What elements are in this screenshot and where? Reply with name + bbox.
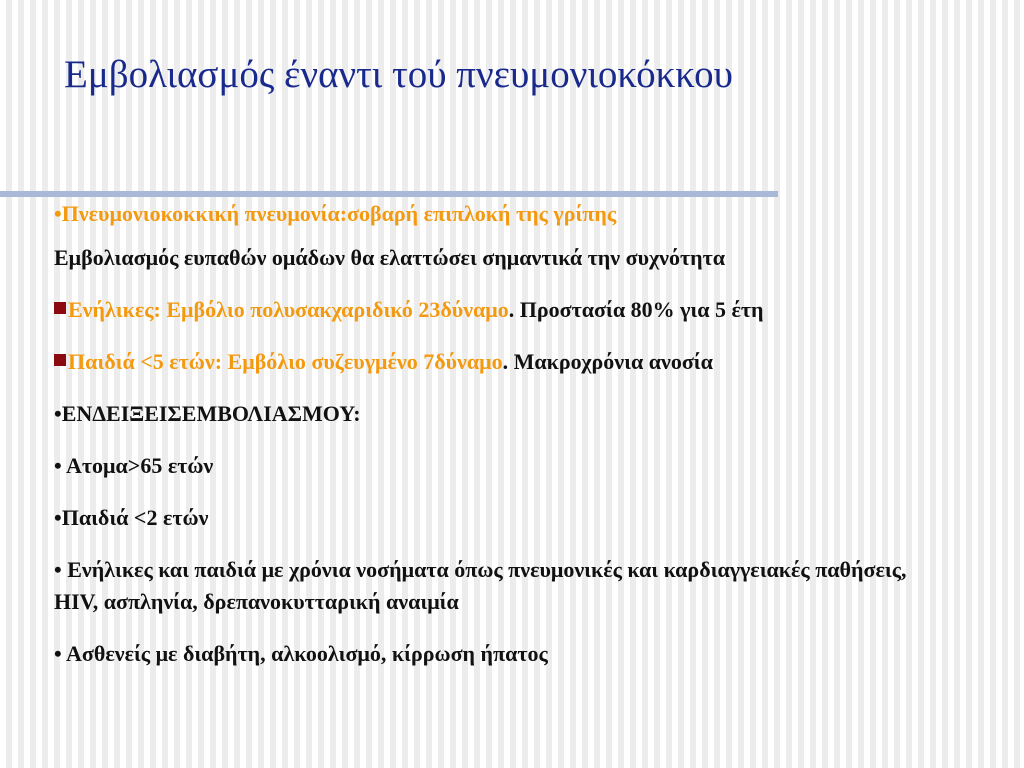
bullet-children [54, 346, 954, 378]
indications-heading: ΕΝΔΕΙΞΕΙΣΕΜΒΟΛΙΑΣΜΟΥ: [61, 401, 361, 426]
bullet-dot: • [54, 505, 62, 530]
bullet-dot: • [54, 641, 66, 666]
bullet-dot: • [54, 201, 62, 226]
bullet-dot: • [54, 453, 66, 478]
square-bullet-icon [54, 302, 66, 314]
pneumonia-highlight: Πνευμονιοκοκκική πνευμονία:σοβαρή επιπλοκή της γρίπης [61, 201, 617, 226]
adults-highlight: Ενήλικες: Εμβόλιο πολυσακχαριδικό 23δύναμο [68, 297, 509, 322]
slide-body [54, 198, 954, 690]
bullet-elderly [54, 450, 954, 482]
young-children-text: Παιδιά <2 ετών [61, 505, 209, 530]
bullet-dot: • [54, 401, 62, 426]
diabetes-text: Ασθενείς με διαβήτη, αλκοολισμό, κίρρωση ήπατος [66, 641, 548, 666]
vaccination-statement [54, 242, 954, 274]
bullet-dot: • [54, 557, 68, 582]
bullet-chronic [54, 554, 954, 618]
bullet-diabetes [54, 638, 954, 670]
title-divider [0, 191, 778, 197]
bullet-pneumonia [54, 198, 954, 230]
bullet-indications [54, 398, 954, 430]
elderly-text: Ατομα>65 ετών [66, 453, 214, 478]
children-highlight: Παιδιά <5 ετών: Εμβόλιο συζευγμένο 7δύναμο [68, 349, 503, 374]
bullet-young-children [54, 502, 954, 534]
square-bullet-icon [54, 354, 66, 366]
chronic-text: Ενήλικες και παιδιά με χρόνια νοσήματα όπως πνευμονικές και καρδιαγγειακές παθήσεις, HIV, ασπληνία, δρεπανοκυτταρική αναιμία [54, 557, 907, 614]
children-text: . Μακροχρόνια ανοσία [502, 349, 713, 374]
slide-title: Εμβολιασμός έναντι τού πνευμονιοκόκκου [64, 53, 733, 96]
vaccination-statement-text: Εμβολιασμός ευπαθών ομάδων θα ελαττώσει σημαντικά την συχνότητα [54, 245, 726, 270]
adults-text: . Προστασία 80% για 5 έτη [508, 297, 764, 322]
bullet-adults [54, 294, 954, 326]
